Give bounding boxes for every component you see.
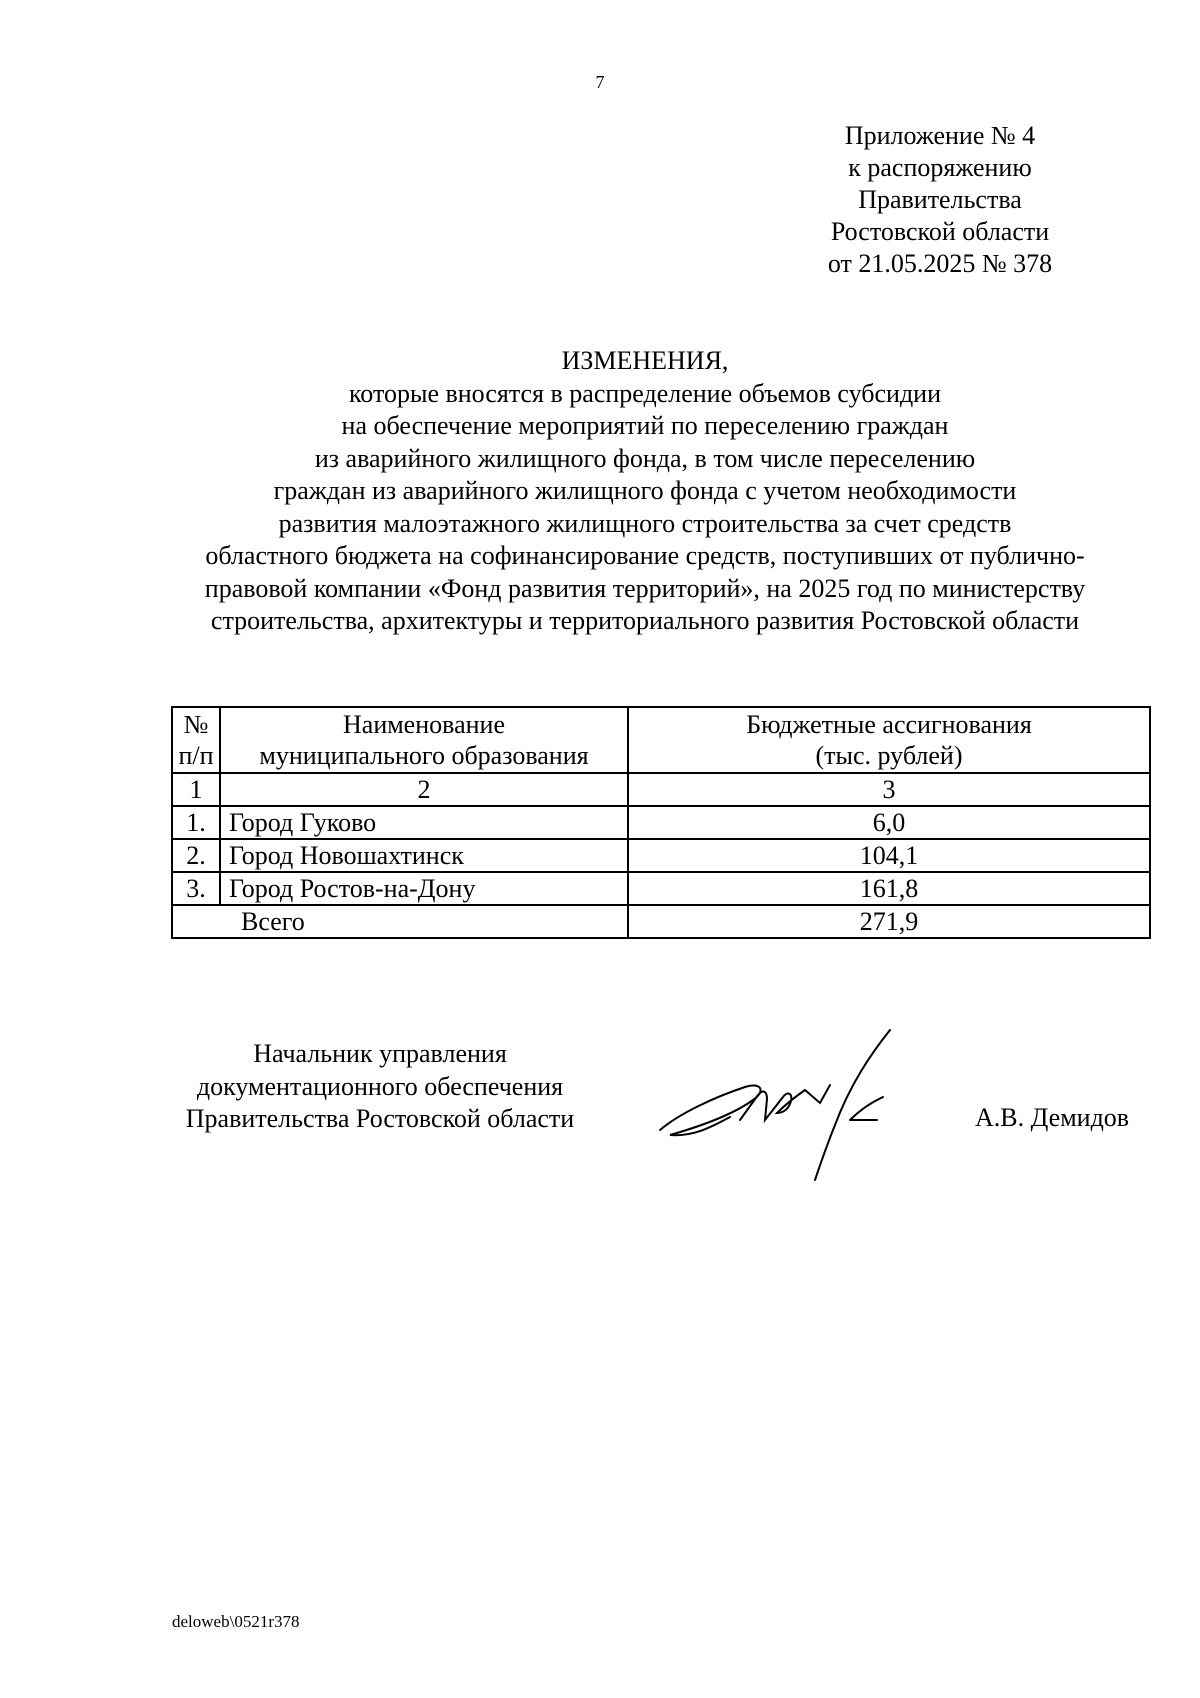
document-heading (140, 345, 1150, 638)
row-value: 104,1 (628, 839, 1150, 872)
appendix-line: Ростовской области (830, 217, 1050, 246)
heading-line: областного бюджета на софинансирование средств, поступивших от публично- (205, 541, 1085, 570)
column-number: 1 (172, 773, 220, 806)
column-number: 3 (628, 773, 1150, 806)
signatory-name: А.В. Демидов (975, 1103, 1130, 1132)
row-value: 161,8 (628, 872, 1150, 905)
header-name-line2: муниципального образования (259, 741, 589, 770)
heading-line: граждан из аварийного жилищного фонда с учетом необходимости (273, 476, 1017, 505)
handwritten-signature (655, 1025, 945, 1185)
table-row (172, 872, 1150, 905)
appendix-line: Приложение № 4 (844, 121, 1036, 150)
table-row (172, 839, 1150, 872)
heading-line: на обеспечение мероприятий по переселению граждан (341, 411, 949, 440)
total-row (172, 905, 1150, 938)
column-number: 2 (220, 773, 628, 806)
total-label: Всего (172, 905, 628, 938)
document-title: ИЗМЕНЕНИЯ, (561, 346, 729, 375)
signatory-position-line: документационного обеспечения (196, 1071, 564, 1101)
document-code: deloweb\0521r378 (172, 1612, 300, 1631)
row-municipality: Город Новошахтинск (220, 839, 628, 872)
total-value: 271,9 (628, 905, 1150, 938)
appendix-block (820, 120, 1060, 280)
header-num-line1: № (183, 710, 209, 739)
budget-table (171, 706, 1151, 939)
appendix-line: к распоряжению (848, 153, 1032, 182)
row-value: 6,0 (628, 806, 1150, 839)
row-number: 3. (172, 872, 220, 905)
heading-line: строительства, архитектуры и территориального развития Ростовской области (210, 606, 1080, 635)
header-value-line1: Бюджетные ассигнования (746, 710, 1032, 739)
column-number-row (172, 773, 1150, 806)
signatory-position-line: Правительства Ростовской области (185, 1104, 575, 1133)
heading-line: из аварийного жилищного фонда, в том числе переселению (314, 443, 976, 473)
row-number: 2. (172, 839, 220, 872)
signatory-position-line: Начальник управления (253, 1039, 507, 1068)
header-num-line2: п/п (178, 741, 214, 770)
header-value (628, 707, 1150, 773)
row-number: 1. (172, 806, 220, 839)
header-name-line1: Наименование (343, 710, 505, 739)
header-value-line2: (тыс. рублей) (815, 741, 963, 770)
heading-line: которые вносятся в распределение объемов субсидии (348, 378, 942, 408)
table-row (172, 806, 1150, 839)
signatory-position (160, 1038, 600, 1136)
heading-line: правовой компании «Фонд развития территорий», на 2025 год по министерству (204, 573, 1086, 603)
page-number: 7 (595, 72, 605, 92)
header-num (172, 707, 220, 773)
row-municipality: Город Гуково (220, 806, 628, 839)
appendix-line: от 21.05.2025 № 378 (827, 249, 1053, 278)
table-header-row (172, 707, 1150, 773)
appendix-line: Правительства (858, 185, 1022, 214)
header-name (220, 707, 628, 773)
row-municipality: Город Ростов-на-Дону (220, 872, 628, 905)
heading-line: развития малоэтажного жилищного строительства за счет средств (278, 508, 1012, 538)
